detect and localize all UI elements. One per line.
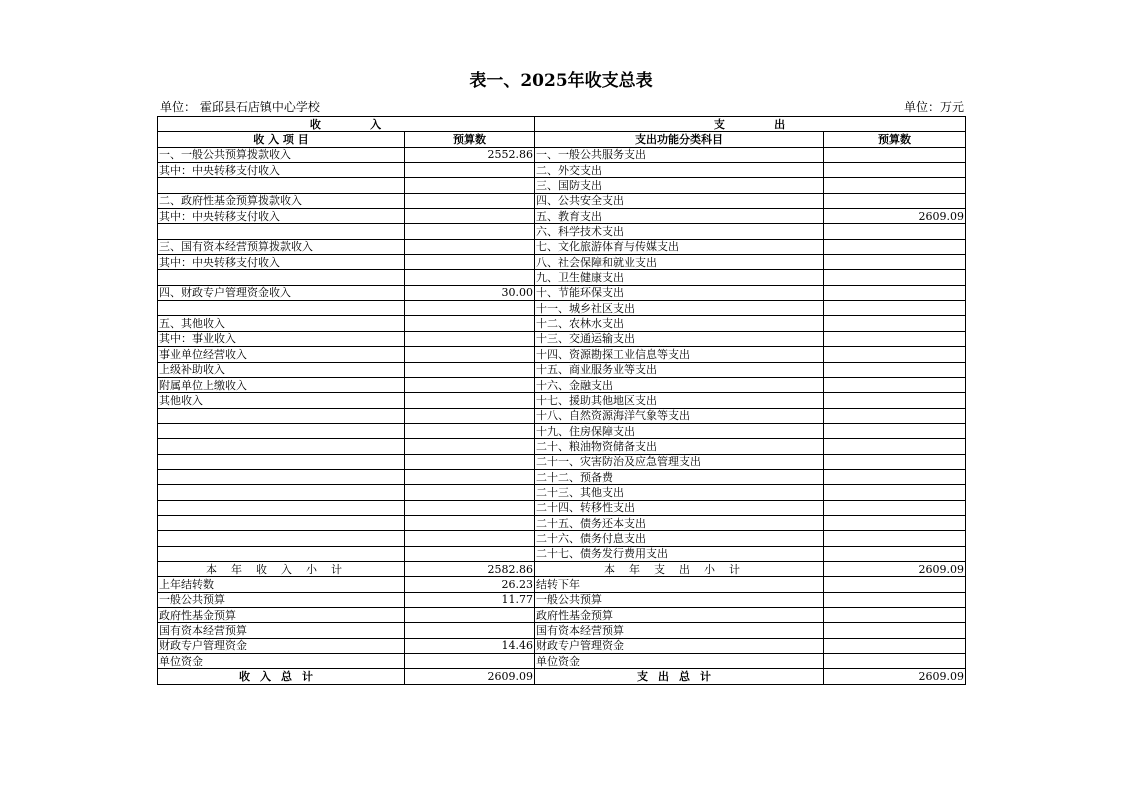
expense-item: 二十、粮油物资储备支出: [535, 439, 824, 454]
expense-amount: [824, 408, 966, 423]
income-amount: [405, 331, 535, 346]
expense-amount: [824, 546, 966, 561]
expense-amount: [824, 224, 966, 239]
table-row: [158, 239, 966, 254]
unit-label: 单位： 霍邱县石店镇中心学校: [160, 100, 320, 114]
expense-total-label: 支出总计: [535, 669, 824, 684]
expense-amount: [824, 147, 966, 162]
table-row: [158, 193, 966, 208]
expense-amount: [824, 454, 966, 469]
expense-item: 五、教育支出: [535, 209, 824, 224]
table-row: [158, 163, 966, 178]
income-amount: [405, 178, 535, 193]
expense-item: 十二、农林水支出: [535, 316, 824, 331]
carry-income-item: 单位资金: [158, 654, 405, 669]
carry-expense-item: 国有资本经营预算: [535, 623, 824, 638]
table-row: [158, 147, 966, 162]
budget-summary-table: [157, 116, 966, 685]
income-amount: [405, 393, 535, 408]
table-row: [158, 500, 966, 515]
expense-amount: [824, 316, 966, 331]
carry-expense-item: 单位资金: [535, 654, 824, 669]
income-item: [158, 500, 405, 515]
income-item: [158, 439, 405, 454]
income-amount: [405, 439, 535, 454]
table-row: [158, 408, 966, 423]
expense-item: 十四、资源勘探工业信息等支出: [535, 347, 824, 362]
expense-item: 四、公共安全支出: [535, 193, 824, 208]
income-amount: [405, 423, 535, 438]
carry-row: [158, 623, 966, 638]
table-row: [158, 224, 966, 239]
carry-expense-amount: [824, 577, 966, 592]
income-item: [158, 469, 405, 484]
expense-amount: [824, 285, 966, 300]
expense-amount: [824, 331, 966, 346]
income-item: 附属单位上缴收入: [158, 377, 405, 392]
income-amount: [405, 485, 535, 500]
income-item: [158, 546, 405, 561]
income-amount: [405, 469, 535, 484]
expense-amount: [824, 362, 966, 377]
expense-item: 二十六、债务付息支出: [535, 531, 824, 546]
expense-amount: [824, 439, 966, 454]
table-row: [158, 377, 966, 392]
table-row: [158, 469, 966, 484]
income-item: [158, 270, 405, 285]
carry-income-item: 政府性基金预算: [158, 608, 405, 623]
expense-item: 二十一、灾害防治及应急管理支出: [535, 454, 824, 469]
expense-amount-column-header: 预算数: [824, 132, 966, 147]
income-item: 其中：事业收入: [158, 331, 405, 346]
expense-amount: [824, 531, 966, 546]
expense-item: 十八、自然资源海洋气象等支出: [535, 408, 824, 423]
income-amount: [405, 224, 535, 239]
income-amount: [405, 377, 535, 392]
table-row: [158, 439, 966, 454]
income-amount: 2552.86: [405, 147, 535, 162]
carry-income-amount: [405, 608, 535, 623]
income-amount-column-header: 预算数: [405, 132, 535, 147]
total-row: [158, 669, 966, 684]
table-row: [158, 454, 966, 469]
income-item: [158, 178, 405, 193]
income-item: [158, 454, 405, 469]
income-amount: [405, 531, 535, 546]
table-row: [158, 362, 966, 377]
expense-amount: [824, 163, 966, 178]
carry-expense-amount: [824, 654, 966, 669]
expense-amount: [824, 270, 966, 285]
carry-row: [158, 654, 966, 669]
carry-income-amount: 14.46: [405, 638, 535, 653]
carry-expense-item: 结转下年: [535, 577, 824, 592]
expense-item: 八、社会保障和就业支出: [535, 255, 824, 270]
carry-income-amount: [405, 654, 535, 669]
expense-total-amount: 2609.09: [824, 669, 966, 684]
income-item: [158, 408, 405, 423]
table-row: [158, 546, 966, 561]
expense-item: 七、文化旅游体育与传媒支出: [535, 239, 824, 254]
income-item: [158, 301, 405, 316]
expense-item: 十三、交通运输支出: [535, 331, 824, 346]
carry-income-item: 一般公共预算: [158, 592, 405, 607]
income-item: 其中：中央转移支付收入: [158, 255, 405, 270]
income-item: 三、国有资本经营预算拨款收入: [158, 239, 405, 254]
expense-item: 二十二、预备费: [535, 469, 824, 484]
section-header-row: [158, 117, 966, 132]
income-section-header: 收 入: [158, 117, 535, 132]
income-amount: [405, 255, 535, 270]
expense-item: 六、科学技术支出: [535, 224, 824, 239]
table-row: [158, 347, 966, 362]
expense-amount: [824, 347, 966, 362]
table-row: [158, 515, 966, 530]
carry-income-item: 财政专户管理资金: [158, 638, 405, 653]
carry-expense-amount: [824, 623, 966, 638]
carry-expense-amount: [824, 608, 966, 623]
income-item: 五、其他收入: [158, 316, 405, 331]
income-item-column-header: 收 入 项 目: [158, 132, 405, 147]
expense-amount: [824, 255, 966, 270]
subtotal-row: [158, 561, 966, 576]
income-item: 事业单位经营收入: [158, 347, 405, 362]
carry-expense-item: 财政专户管理资金: [535, 638, 824, 653]
table-row: [158, 531, 966, 546]
column-header-row: [158, 132, 966, 147]
carry-row: [158, 592, 966, 607]
expense-item: 十六、金融支出: [535, 377, 824, 392]
income-item: 其中：中央转移支付收入: [158, 163, 405, 178]
carry-row: [158, 638, 966, 653]
income-item: [158, 515, 405, 530]
expense-subtotal-label: 本年支出小计: [535, 561, 824, 576]
income-amount: [405, 408, 535, 423]
income-amount: [405, 239, 535, 254]
currency-unit-label: 单位：万元: [903, 100, 964, 114]
expense-item: 十五、商业服务业等支出: [535, 362, 824, 377]
expense-item: 二十七、债务发行费用支出: [535, 546, 824, 561]
income-item: 一、一般公共预算拨款收入: [158, 147, 405, 162]
income-amount: [405, 347, 535, 362]
income-total-label: 收入总计: [158, 669, 405, 684]
table-row: [158, 331, 966, 346]
carry-income-item: 上年结转数: [158, 577, 405, 592]
table-row: [158, 485, 966, 500]
expense-item: 二十四、转移性支出: [535, 500, 824, 515]
expense-item: 一、一般公共服务支出: [535, 147, 824, 162]
expense-amount: [824, 178, 966, 193]
expense-amount: [824, 423, 966, 438]
carry-income-amount: 26.23: [405, 577, 535, 592]
income-item: 其中：中央转移支付收入: [158, 209, 405, 224]
expense-item-column-header: 支出功能分类科目: [535, 132, 824, 147]
table-row: [158, 285, 966, 300]
table-row: [158, 209, 966, 224]
expense-item: 十一、城乡社区支出: [535, 301, 824, 316]
expense-amount: [824, 393, 966, 408]
page-title: 表一、2025年收支总表: [469, 71, 653, 91]
table-row: [158, 423, 966, 438]
expense-amount: [824, 485, 966, 500]
expense-item: 十九、住房保障支出: [535, 423, 824, 438]
carry-expense-item: 一般公共预算: [535, 592, 824, 607]
expense-item: 十、节能环保支出: [535, 285, 824, 300]
income-amount: [405, 362, 535, 377]
carry-income-amount: [405, 623, 535, 638]
expense-amount: [824, 500, 966, 515]
expense-amount: [824, 515, 966, 530]
expense-item: 十七、援助其他地区支出: [535, 393, 824, 408]
expense-item: 二十五、债务还本支出: [535, 515, 824, 530]
expense-amount: [824, 469, 966, 484]
table-row: [158, 393, 966, 408]
income-item: [158, 485, 405, 500]
table-row: [158, 255, 966, 270]
income-item: 四、财政专户管理资金收入: [158, 285, 405, 300]
expense-item: 三、国防支出: [535, 178, 824, 193]
carry-row: [158, 577, 966, 592]
income-total-amount: 2609.09: [405, 669, 535, 684]
table-row: [158, 270, 966, 285]
expense-section-header: 支 出: [535, 117, 966, 132]
income-amount: [405, 163, 535, 178]
expense-item: 九、卫生健康支出: [535, 270, 824, 285]
table-row: [158, 301, 966, 316]
income-item: [158, 531, 405, 546]
income-amount: [405, 316, 535, 331]
income-item: 上级补助收入: [158, 362, 405, 377]
carry-expense-item: 政府性基金预算: [535, 608, 824, 623]
carry-income-amount: 11.77: [405, 592, 535, 607]
income-amount: [405, 209, 535, 224]
expense-amount: [824, 239, 966, 254]
expense-item: 二、外交支出: [535, 163, 824, 178]
expense-subtotal-amount: 2609.09: [824, 561, 966, 576]
carry-expense-amount: [824, 592, 966, 607]
income-amount: [405, 193, 535, 208]
expense-item: 二十三、其他支出: [535, 485, 824, 500]
expense-amount: [824, 193, 966, 208]
income-item: [158, 423, 405, 438]
expense-amount: 2609.09: [824, 209, 966, 224]
carry-income-item: 国有资本经营预算: [158, 623, 405, 638]
expense-amount: [824, 301, 966, 316]
income-item: 二、政府性基金预算拨款收入: [158, 193, 405, 208]
income-amount: [405, 454, 535, 469]
income-amount: [405, 270, 535, 285]
carry-row: [158, 608, 966, 623]
table-row: [158, 316, 966, 331]
income-amount: [405, 546, 535, 561]
expense-amount: [824, 377, 966, 392]
income-amount: 30.00: [405, 285, 535, 300]
table-row: [158, 178, 966, 193]
income-subtotal-amount: 2582.86: [405, 561, 535, 576]
income-amount: [405, 500, 535, 515]
income-item: 其他收入: [158, 393, 405, 408]
carry-expense-amount: [824, 638, 966, 653]
income-amount: [405, 515, 535, 530]
income-amount: [405, 301, 535, 316]
income-item: [158, 224, 405, 239]
income-subtotal-label: 本年收入小计: [158, 561, 405, 576]
